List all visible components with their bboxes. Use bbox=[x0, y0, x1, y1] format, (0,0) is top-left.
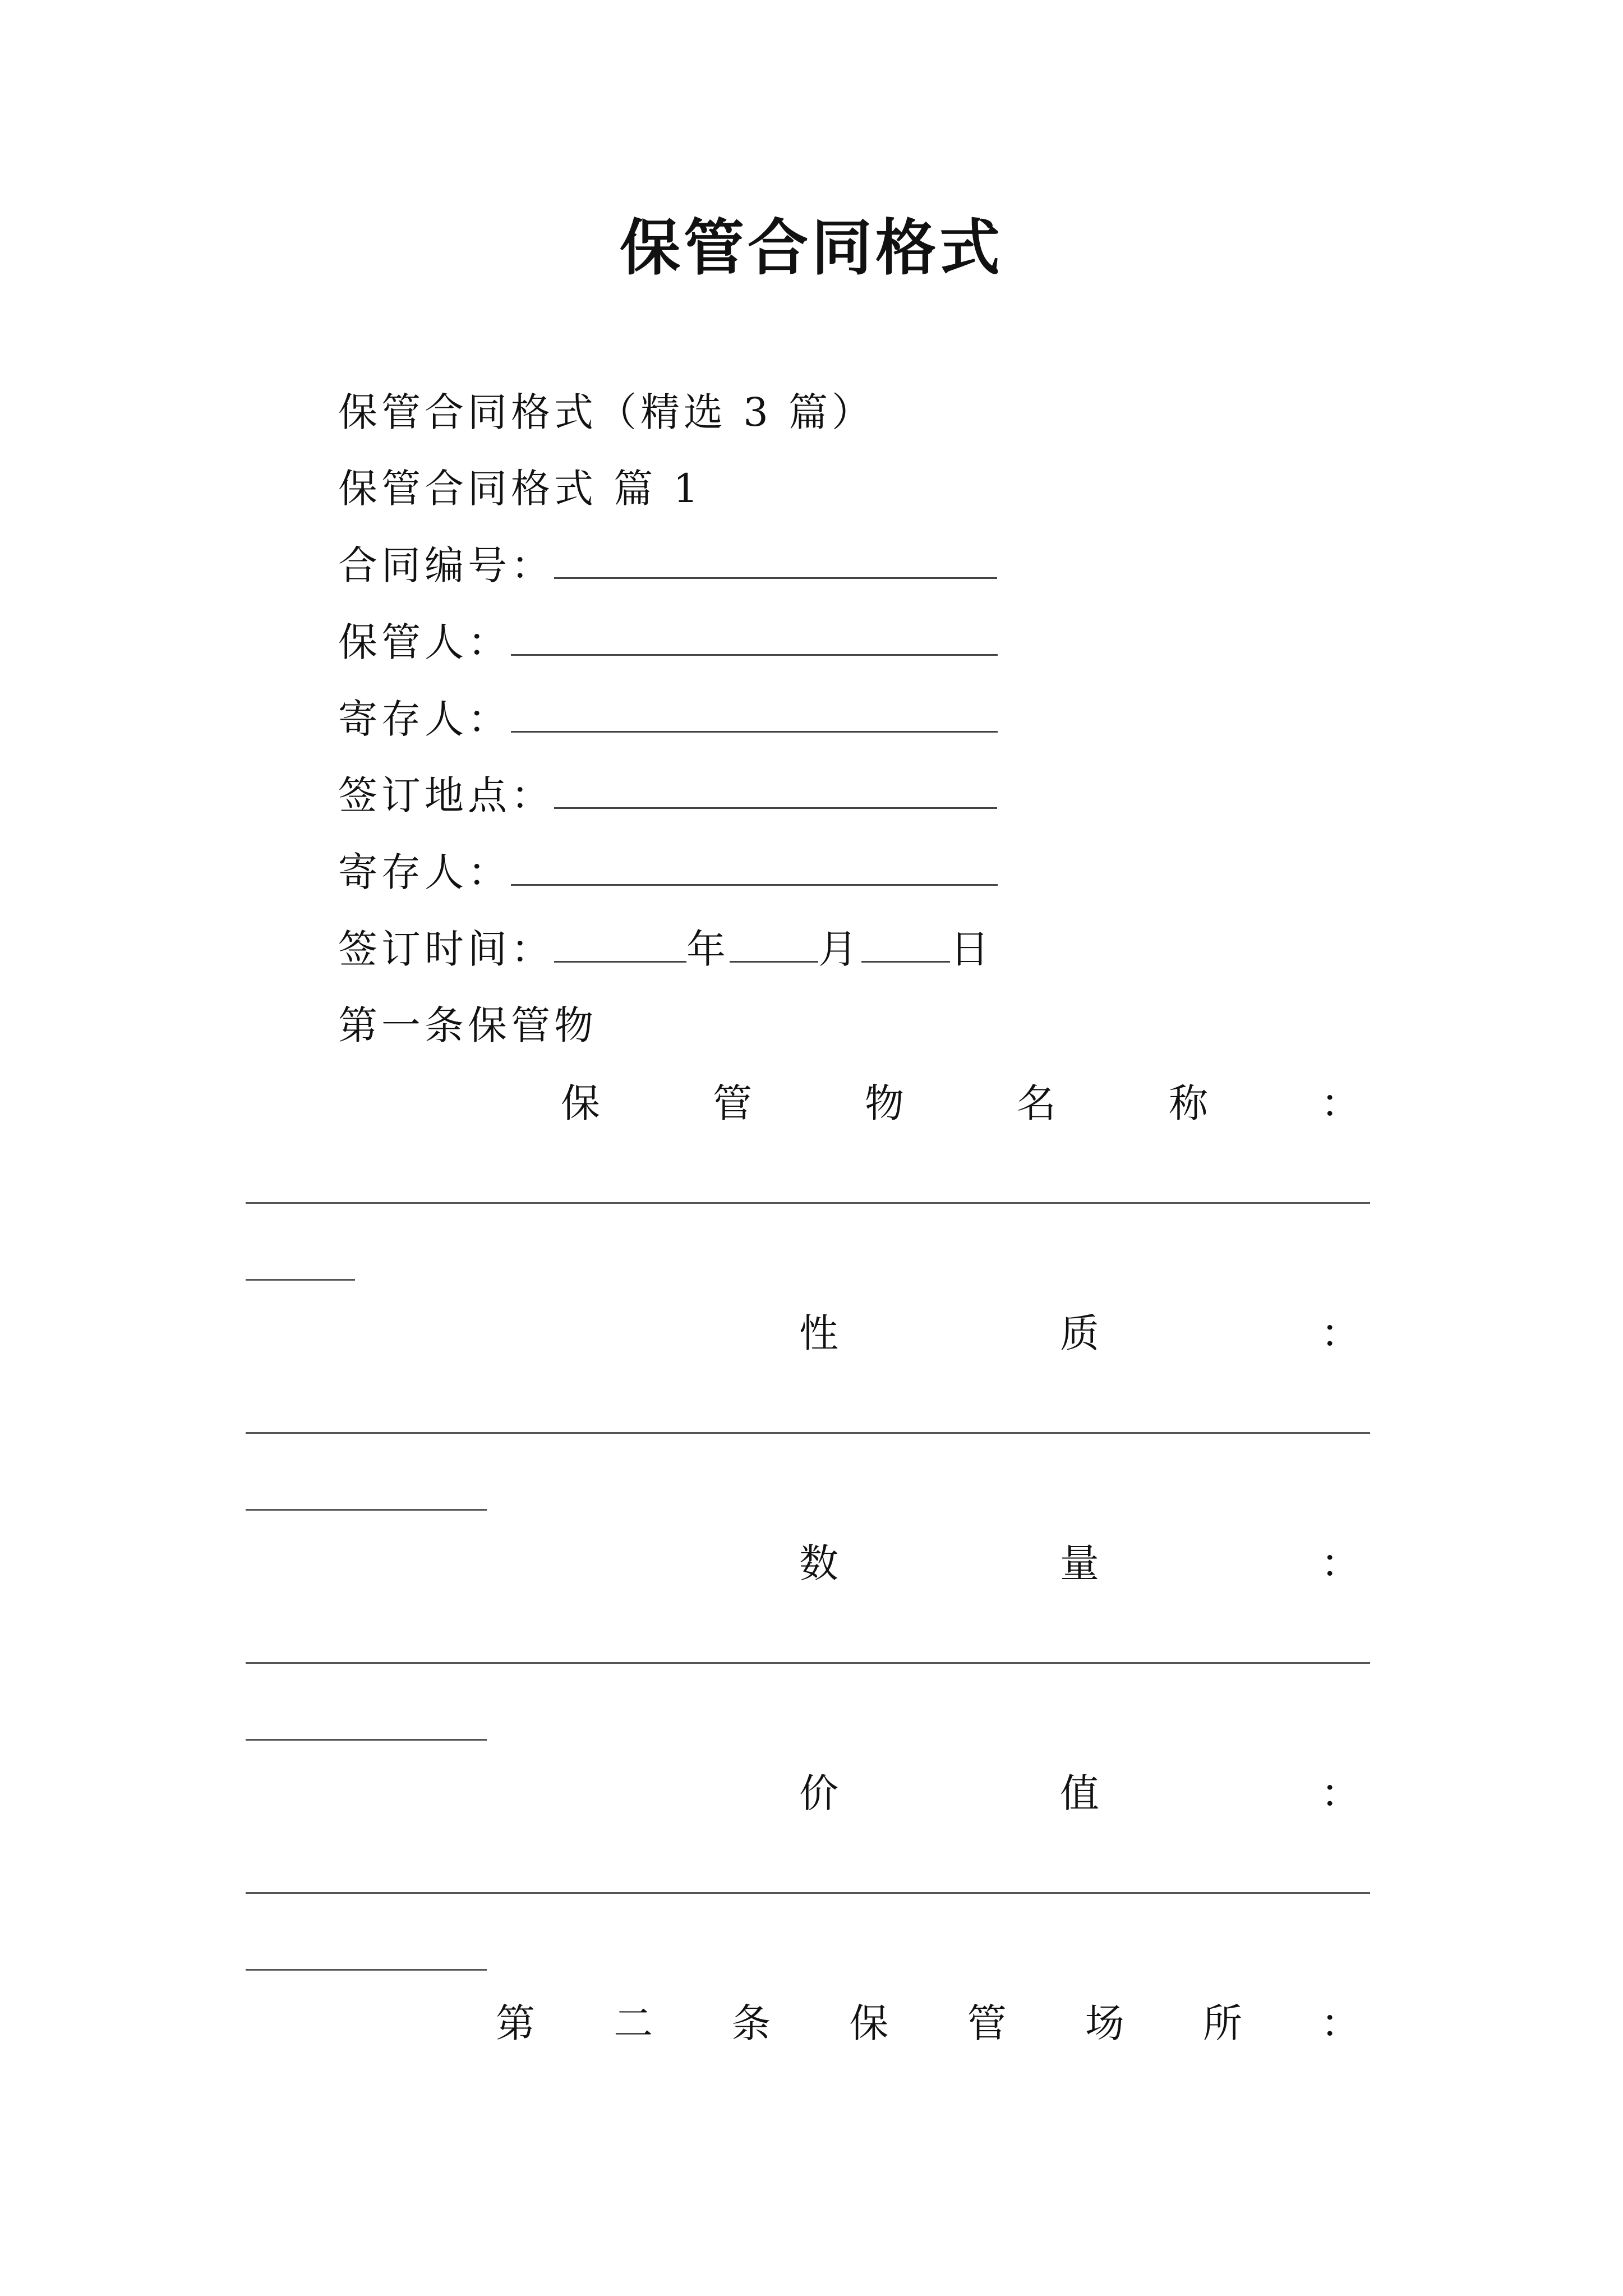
value-char: 值 bbox=[1060, 1770, 1099, 1816]
section-title: 保管合同格式 篇 1 bbox=[338, 466, 703, 512]
quantity-rule-end bbox=[246, 1739, 487, 1741]
item-name-char: 管 bbox=[713, 1080, 752, 1126]
item-name-char: 物 bbox=[865, 1080, 904, 1126]
sign-time-label: 签订时间： bbox=[338, 926, 554, 972]
value-label bbox=[799, 1768, 1360, 1819]
article2-char: 第 bbox=[496, 2000, 535, 2046]
depositor-blank bbox=[511, 696, 998, 733]
item-name-char: 名 bbox=[1017, 1080, 1056, 1126]
quantity-rule bbox=[246, 1662, 1370, 1664]
depositor2-label: 寄存人： bbox=[338, 849, 511, 895]
nature-char: ： bbox=[1321, 1310, 1360, 1356]
value-char: 价 bbox=[799, 1770, 838, 1816]
keeper-label: 保管人： bbox=[338, 619, 511, 665]
sign-place-label: 签订地点： bbox=[338, 772, 554, 818]
month-blank bbox=[730, 926, 818, 963]
item-name-label bbox=[561, 1078, 1360, 1129]
quantity-label bbox=[799, 1538, 1360, 1589]
depositor2-blank bbox=[511, 849, 998, 886]
depositor2-field bbox=[338, 847, 998, 898]
value-char: ： bbox=[1321, 1770, 1360, 1816]
document-title: 保管合同格式 bbox=[619, 213, 1003, 283]
value-rule-end bbox=[246, 1969, 487, 1971]
year-blank bbox=[554, 926, 686, 963]
day-label: 日 bbox=[950, 926, 993, 972]
depositor-field bbox=[338, 694, 998, 744]
item-name-char: 称 bbox=[1169, 1080, 1208, 1126]
value-rule bbox=[246, 1892, 1370, 1894]
sign-place-field bbox=[338, 770, 997, 821]
article2-char: 二 bbox=[614, 2000, 653, 2046]
nature-label bbox=[799, 1308, 1360, 1359]
month-label: 月 bbox=[818, 926, 861, 972]
nature-char: 性 bbox=[799, 1310, 838, 1356]
subtitle: 保管合同格式（精选 3 篇） bbox=[338, 389, 875, 435]
item-name-char: 保 bbox=[561, 1080, 600, 1126]
contract-no-field bbox=[338, 540, 997, 591]
sign-place-blank bbox=[554, 772, 997, 809]
nature-rule-end bbox=[246, 1509, 487, 1511]
contract-no-blank bbox=[554, 542, 997, 579]
quantity-char: 量 bbox=[1060, 1540, 1099, 1586]
day-blank bbox=[861, 926, 950, 963]
keeper-blank bbox=[511, 619, 998, 656]
article2-char: ： bbox=[1320, 2000, 1360, 2046]
article2-char: 场 bbox=[1085, 2000, 1124, 2046]
item-name-char: ： bbox=[1321, 1080, 1360, 1126]
depositor-label: 寄存人： bbox=[338, 696, 511, 742]
quantity-char: 数 bbox=[799, 1540, 838, 1586]
article2-char: 管 bbox=[967, 2000, 1007, 2046]
item-name-rule bbox=[246, 1202, 1370, 1204]
article2-char: 所 bbox=[1202, 2000, 1242, 2046]
year-label: 年 bbox=[686, 926, 730, 972]
article1-heading: 第一条保管物 bbox=[338, 1002, 597, 1048]
article2-heading bbox=[496, 1998, 1360, 2049]
article2-char: 保 bbox=[849, 2000, 889, 2046]
keeper-field bbox=[338, 617, 998, 668]
nature-char: 质 bbox=[1060, 1310, 1099, 1356]
sign-time-field bbox=[338, 924, 993, 974]
quantity-char: ： bbox=[1321, 1540, 1360, 1586]
item-name-rule-end bbox=[246, 1279, 355, 1281]
article2-char: 条 bbox=[731, 2000, 771, 2046]
nature-rule bbox=[246, 1432, 1370, 1434]
contract-no-label: 合同编号： bbox=[338, 542, 554, 588]
